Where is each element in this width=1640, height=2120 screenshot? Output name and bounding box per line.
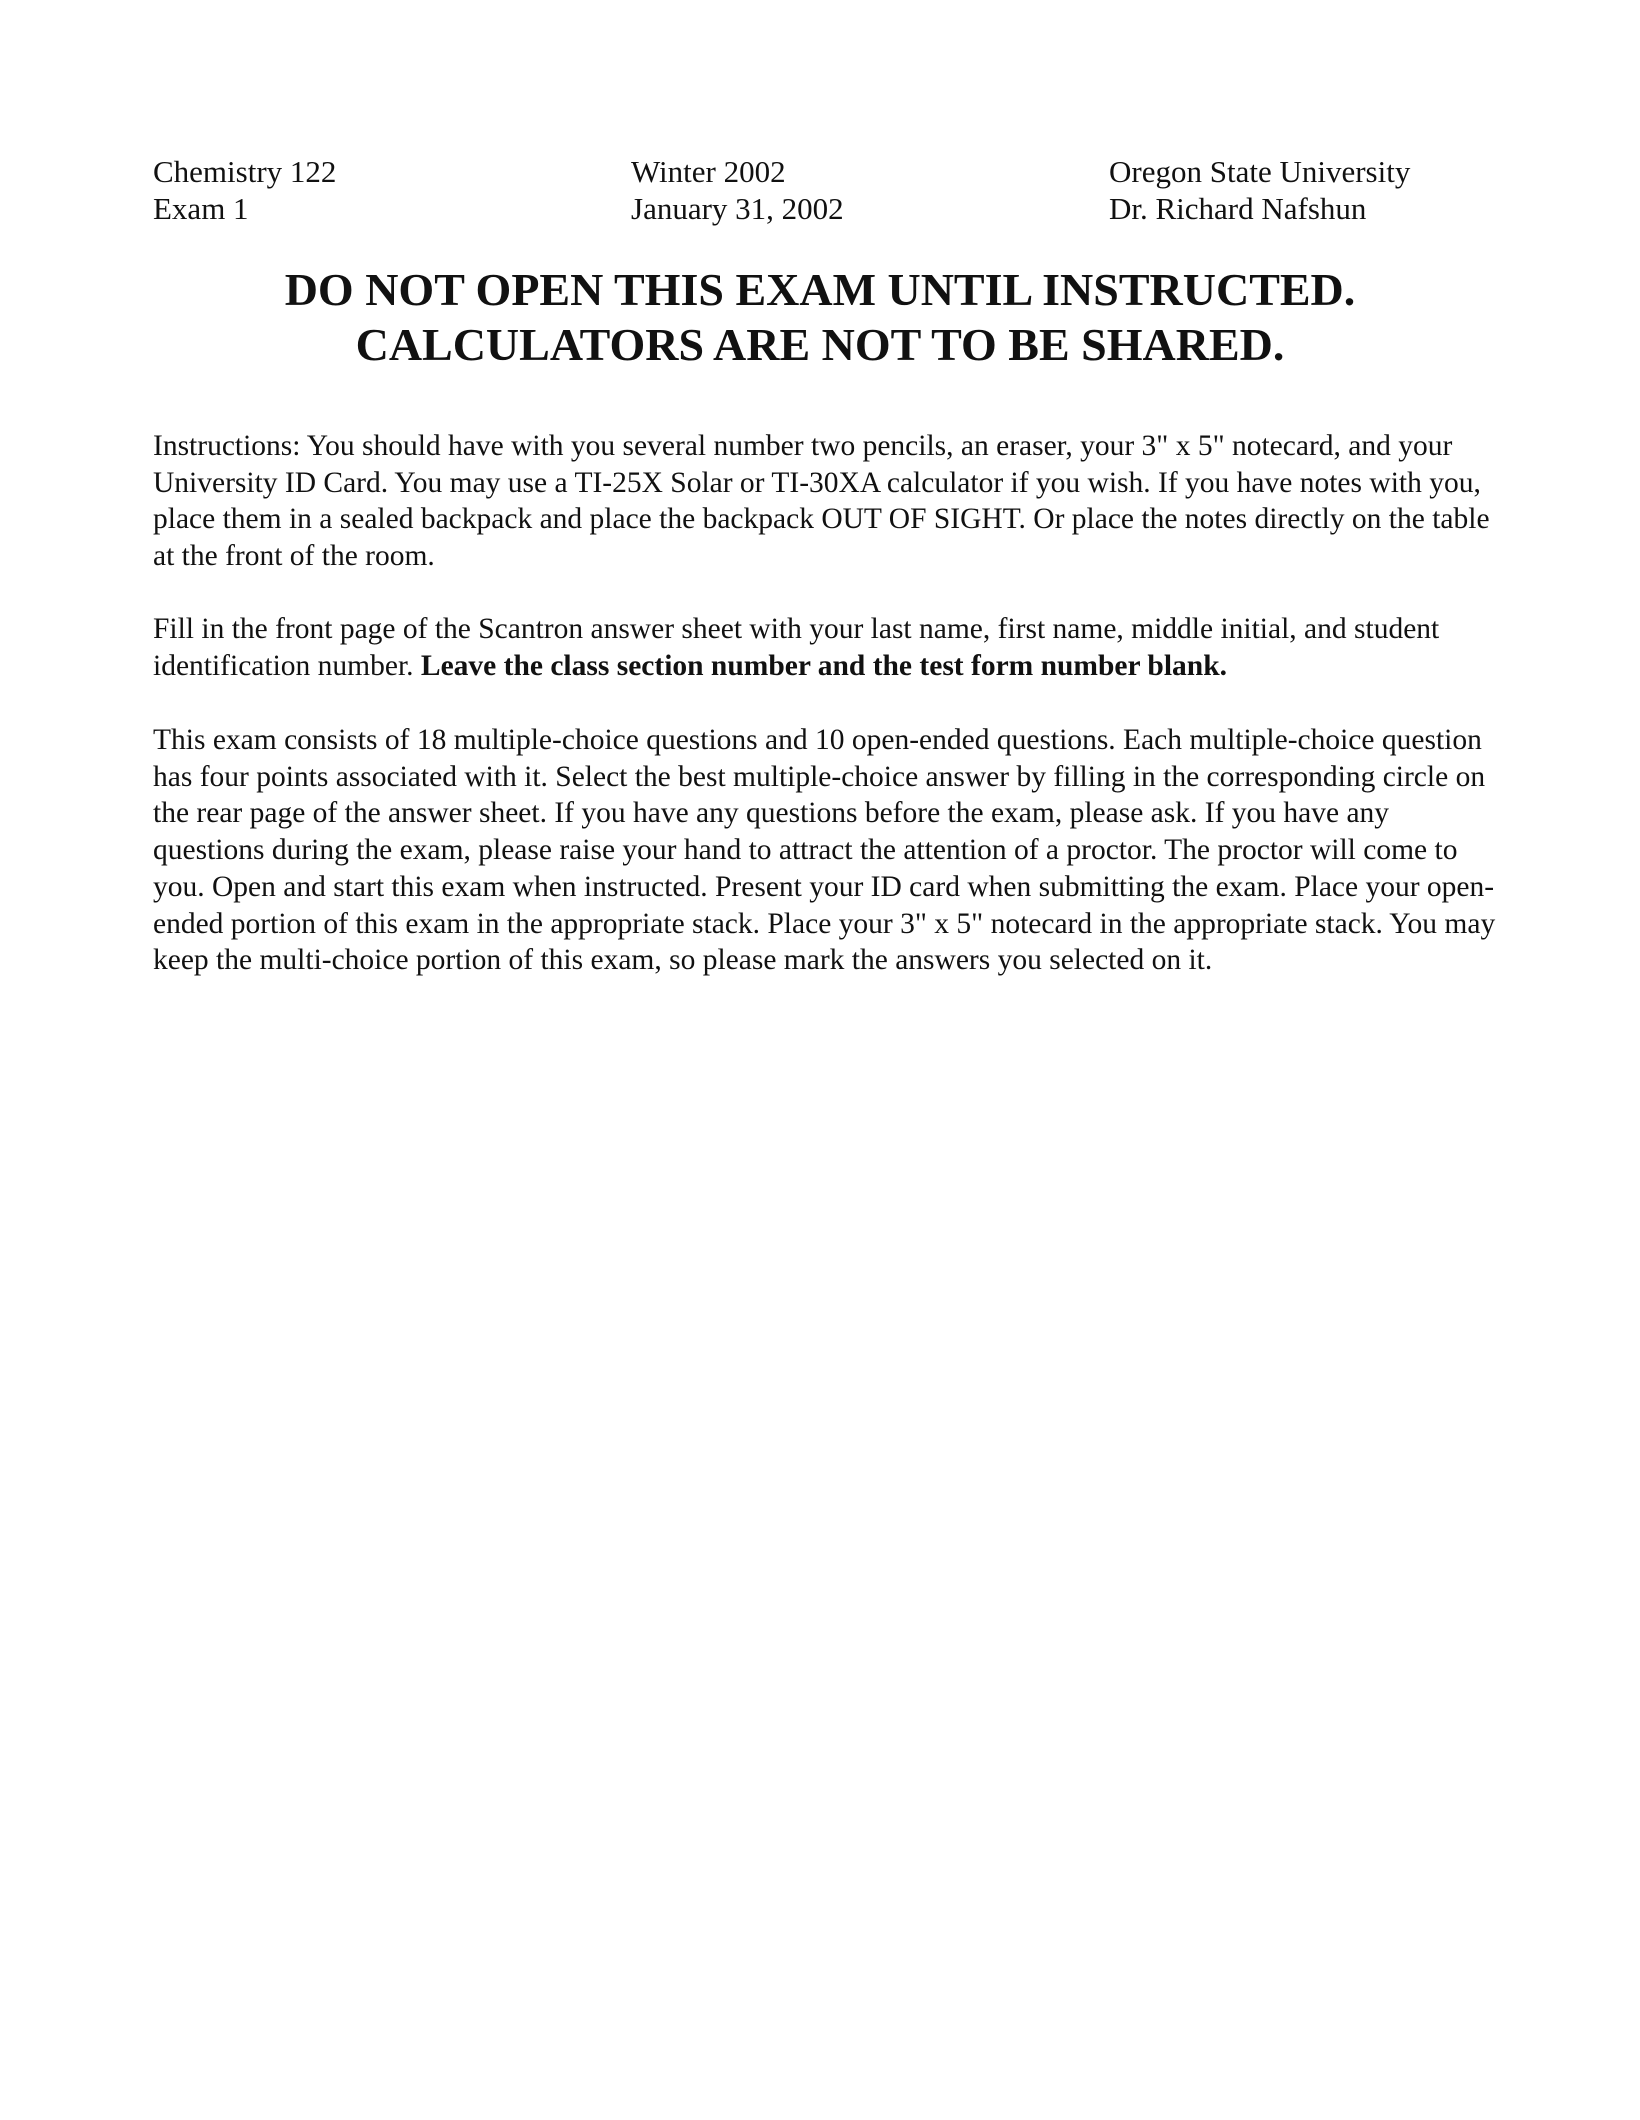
instructions-paragraph: Instructions: You should have with you several number two pencils, an eraser, your 3" x 5" notecard, and your University ID Card. You may use a TI-25X Solar or TI-30XA calculator if you wish. If you have notes with you, place them in a sealed backpack and place the backpack OUT OF SIGHT. Or place the notes directly on the table at the front of the room. (153, 430, 1490, 573)
scantron-paragraph (153, 611, 1498, 684)
exam-warning (100, 262, 1540, 372)
instructor-name: Dr. Richard Nafshun (1109, 191, 1367, 226)
header-course-column (153, 153, 336, 227)
course-name: Chemistry 122 (153, 154, 337, 189)
header-institution-column (1109, 153, 1410, 227)
header-date-column (631, 153, 844, 227)
university-name: Oregon State University (1109, 154, 1411, 189)
scantron-bold-note: Leave the class section number and the test form number blank. (420, 649, 1227, 682)
exam-format-paragraph: This exam consists of 18 multiple-choice questions and 10 open-ended questions. Each multiple-choice question has four points associated with it. Select the best multiple-choice answer by filling in the corresponding circle on the rear page of the answer sheet. If you have any questions before the exam, please ask. If you have any questions during the exam, please raise your hand to attract the attention of a proctor. The proctor will come to you. Open and start this exam when instructed. Present your ID card when submitting the exam. Place your open-ended portion of this exam in the appropriate stack. Place your 3" x 5" notecard in the appropriate stack. You may keep the multi-choice portion of this exam, so please mark the answers you selected on it. (153, 724, 1496, 977)
exam-date: January 31, 2002 (631, 191, 844, 226)
warning-line-calculators: CALCULATORS ARE NOT TO BE SHARED. (355, 319, 1285, 370)
warning-line-open: DO NOT OPEN THIS EXAM UNTIL INSTRUCTED. (284, 264, 1356, 315)
term: Winter 2002 (631, 154, 786, 189)
scantron-text: Fill in the front page of the Scantron answer sheet with your last name, first name, middle initial, and student identification number. (153, 613, 1440, 682)
exam-number: Exam 1 (153, 191, 249, 226)
